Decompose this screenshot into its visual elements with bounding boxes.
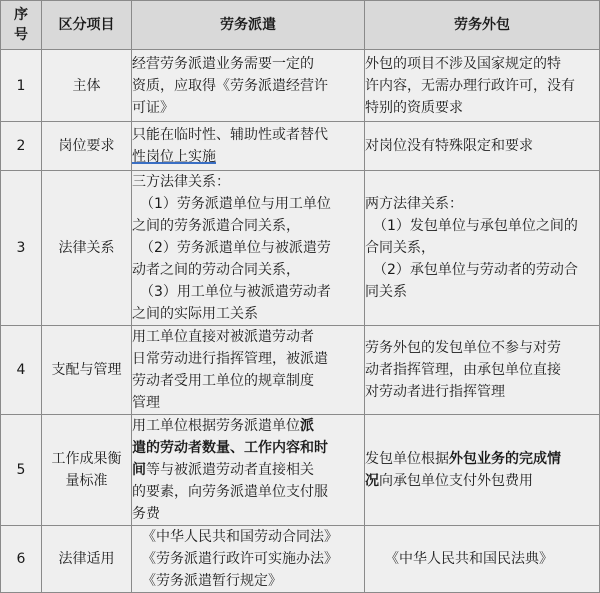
outsourcing-bold-segment: 外包业务的完成情 xyxy=(449,451,561,467)
outsourcing-line: 合同关系， xyxy=(365,240,435,256)
header-seq xyxy=(1,1,42,50)
dispatch-line: 务费 xyxy=(132,506,160,522)
outsourcing-line: 特别的资质要求 xyxy=(365,99,463,116)
dispatch-line: 经营劳务派遣业务需要一定的 xyxy=(132,55,314,72)
outsourcing-cell xyxy=(365,122,600,171)
table-row xyxy=(1,50,600,122)
dispatch-line: （3）用工单位与被派遣劳动者 xyxy=(140,284,331,300)
outsourcing-line: 两方法律关系： xyxy=(365,196,463,212)
outsourcing-line: 同关系 xyxy=(365,284,407,300)
outsourcing-line xyxy=(365,448,599,470)
dispatch-line xyxy=(132,437,364,459)
dispatch-cell xyxy=(132,326,365,415)
row-number: 1 xyxy=(1,50,42,122)
dispatch-line: 的要素，向劳务派遣单位支付服 xyxy=(132,484,328,500)
outsourcing-line: （2）承包单位与劳动者的劳动合 xyxy=(373,262,578,278)
dispatch-line: 《中华人民共和国劳动合同法》 xyxy=(142,529,338,545)
dispatch-line: 之间的实际用工关系 xyxy=(132,306,258,322)
header-row xyxy=(1,1,600,50)
dispatch-text-segment: 用工单位根据劳务派遣单位 xyxy=(132,418,300,434)
table-row xyxy=(1,415,600,526)
table-row xyxy=(1,171,600,326)
outsourcing-line: 许内容，无需办理行政许可，没有 xyxy=(365,77,575,94)
dispatch-line xyxy=(132,415,364,437)
dispatch-line xyxy=(132,459,364,481)
dispatch-bold-segment: 派 xyxy=(300,418,314,434)
dispatch-line: 日常劳动进行指挥管理，被派遣 xyxy=(132,351,328,367)
outsourcing-line: 对劳动者进行指挥管理 xyxy=(365,384,505,400)
header-dispatch: 劳务派遣 xyxy=(132,1,365,50)
dispatch-line: 《劳务派遣行政许可实施办法》 xyxy=(142,551,338,567)
dispatch-line: 劳动者受用工单位的规章制度 xyxy=(132,373,314,389)
dispatch-cell xyxy=(132,122,365,171)
row-category: 法律关系 xyxy=(42,171,132,326)
outsourcing-cell xyxy=(365,326,600,415)
outsourcing-line: 外包的项目不涉及国家规定的特 xyxy=(365,55,561,72)
dispatch-line: 可证》 xyxy=(132,99,174,116)
header-outsourcing: 劳务外包 xyxy=(365,1,600,50)
row-category: 支配与管理 xyxy=(42,326,132,415)
table-row xyxy=(1,526,600,593)
dispatch-bold-segment: 遣的劳动者数量、工作内容和时 xyxy=(132,440,328,456)
dispatch-line: 动者之间的劳动合同关系， xyxy=(132,262,300,278)
dispatch-line: 三方法律关系： xyxy=(132,174,230,190)
outsourcing-text-segment: 发包单位根据 xyxy=(365,451,449,467)
header-category: 区分项目 xyxy=(42,1,132,50)
dispatch-line-underlined: 性岗位上实施 xyxy=(132,149,216,165)
outsourcing-cell xyxy=(365,171,600,326)
outsourcing-line: （1）发包单位与承包单位之间的 xyxy=(373,218,578,234)
dispatch-cell xyxy=(132,50,365,122)
outsourcing-cell xyxy=(365,50,600,122)
dispatch-line: 《劳务派遣暂行规定》 xyxy=(142,573,282,589)
outsourcing-bold-segment: 况 xyxy=(365,473,379,489)
dispatch-line: （1）劳务派遣单位与用工单位 xyxy=(140,196,331,212)
row-category: 主体 xyxy=(42,50,132,122)
dispatch-text-segment: 等与被派遣劳动者直接相关 xyxy=(146,462,314,478)
outsourcing-line: 《中华人民共和国民法典》 xyxy=(385,551,553,567)
dispatch-cell xyxy=(132,415,365,526)
dispatch-bold-segment: 间 xyxy=(132,462,146,478)
dispatch-cell xyxy=(132,526,365,593)
header-seq-char-2: 号 xyxy=(14,27,28,43)
row-category: 岗位要求 xyxy=(42,122,132,171)
row-category xyxy=(42,415,132,526)
outsourcing-line xyxy=(365,470,599,492)
table-row xyxy=(1,326,600,415)
dispatch-line: （2）劳务派遣单位与被派遣劳 xyxy=(140,240,331,256)
dispatch-line: 只能在临时性、辅助性或者替代 xyxy=(132,127,328,143)
outsourcing-text-segment: 向承包单位支付外包费用 xyxy=(379,473,533,489)
table-row xyxy=(1,122,600,171)
row-category-line: 工作成果衡 xyxy=(51,451,122,467)
dispatch-line: 之间的劳务派遣合同关系， xyxy=(132,218,300,234)
outsourcing-cell xyxy=(365,415,600,526)
dispatch-line: 用工单位直接对被派遣劳动者 xyxy=(132,329,314,345)
outsourcing-line: 动者指挥管理，由承包单位直接 xyxy=(365,362,561,378)
row-number: 6 xyxy=(1,526,42,593)
header-seq-char-1: 序 xyxy=(14,7,28,23)
outsourcing-line: 对岗位没有特殊限定和要求 xyxy=(365,138,533,154)
outsourcing-cell xyxy=(365,526,600,593)
row-number: 2 xyxy=(1,122,42,171)
row-number: 4 xyxy=(1,326,42,415)
outsourcing-line: 劳务外包的发包单位不参与对劳 xyxy=(365,340,561,356)
row-category-line: 量标准 xyxy=(65,473,108,489)
dispatch-cell xyxy=(132,171,365,326)
dispatch-line: 管理 xyxy=(132,395,160,411)
row-number: 5 xyxy=(1,415,42,526)
row-number: 3 xyxy=(1,171,42,326)
row-category: 法律适用 xyxy=(42,526,132,593)
dispatch-line: 资质，应取得《劳务派遣经营许 xyxy=(132,77,328,94)
